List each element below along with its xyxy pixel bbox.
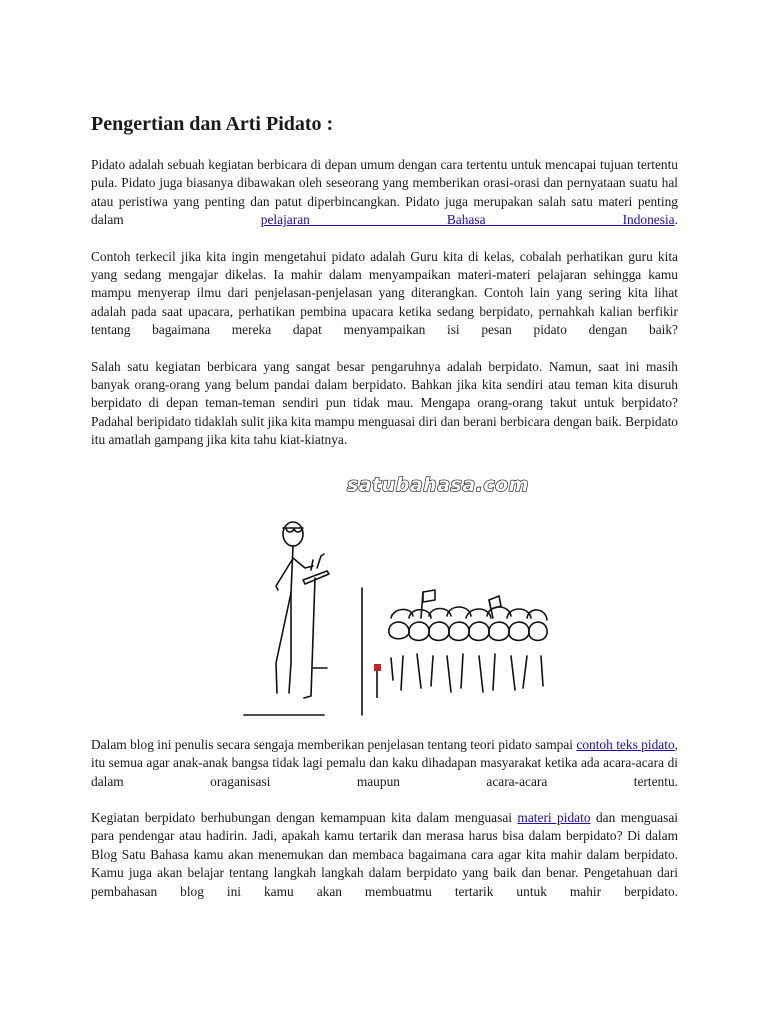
speaker-right-leg	[289, 593, 291, 693]
microphone-2	[311, 560, 313, 570]
paragraph-4-text: Dalam blog ini penulis secara sengaja memberikan penjelasan tentang teori pidato sampai	[91, 736, 577, 752]
speech-crowd-illustration	[91, 468, 678, 728]
paragraph-5-end: dan menguasai para pendengar atau hadirin. Jadi, apakah kamu tertarik dan merasa harus bisa dalam berpidato? Di dalam Blog Satu Bahasa kamu akan menemukan dan membaca bagaimana cara agar kita mahir dalam berpidato. Kamu juga akan belajar tentang langkah langkah dalam berpidato yang baik dan benar. Pengetahuan dari pembahasan blog ini kamu akan membuatmu tertarik untuk mahir berpidato.	[91, 809, 678, 899]
page-title: Pengertian dan Arti Pidato :	[91, 113, 334, 135]
speech-illustration-svg	[91, 468, 678, 728]
podium	[303, 571, 329, 584]
paragraph-1	[91, 156, 678, 230]
speaker-glasses	[283, 528, 303, 532]
paragraph-5-text: Kegiatan berpidato berhubungan dengan kemampuan kita dalam menguasai	[91, 809, 518, 825]
paragraph-3: Salah satu kegiatan berbicara yang sangat besar pengaruhnya adalah berpidato. Namun, saat ini masih banyak orang-orang yang belum pandai dalam berpidato. Bahkan jika kita sendiri atau teman kita disuruh berpidato di depan teman-teman sendiri pun tidak mau. Mengapa orang-orang takut untuk berpidato? Padahal beripidato tidaklah sulit jika kita mampu menguasai diri dan berani berbicara dengan baik. Berpidato itu amatlah gampang jika kita tahu kiat-kiatnya.	[91, 358, 678, 448]
link-materi-pidato[interactable]: materi pidato	[517, 809, 591, 825]
paragraph-5	[91, 809, 678, 901]
flag-1	[423, 590, 435, 602]
flag-2	[489, 596, 501, 609]
link-pelajaran-bahasa-indonesia[interactable]: pelajaran Bahasa Indonesia	[260, 212, 675, 228]
podium-stand	[304, 578, 327, 698]
paragraph-4	[91, 736, 678, 791]
speaker-body	[291, 546, 293, 593]
image-watermark: satubahasa.com	[347, 473, 529, 496]
link-contoh-teks-pidato[interactable]: contoh teks pidato	[576, 736, 675, 752]
paragraph-2: Contoh terkecil jika kita ingin mengetahui pidato adalah Guru kita di kelas, cobalah perhatikan guru kita yang sedang mengajar dikelas. Ia mahir dalam menyampaikan materi-materi pelajaran sehingga kamu mampu menyerap ilmu dari penjelasan-penjelasan yang diterangkan. Contoh lain yang sering kita lihat adalah pada saat upacara, perhatikan pembina upacara ketika sedang berpidato, pernahkah kalian berfikir tentang bagaimana mereka dapat menyampaikan isi pesan pidato dengan baik?	[91, 248, 678, 338]
paragraph-4-end: , itu semua agar anak-anak bangsa tidak lagi pemalu dan kaku dihadapan masyarakat ketika ada acara-acara di dalam oraganisasi maupun acara-acara tertentu.	[91, 736, 678, 789]
crowd	[389, 607, 547, 692]
paragraph-1-end: .	[674, 212, 678, 228]
speaker-right-arm	[293, 558, 313, 568]
speaker-head	[283, 522, 303, 546]
paragraph-1-text: Pidato adalah sebuah kegiatan berbicara di depan umum dengan cara tertentu untuk mencapai tujuan tertentu pula. Pidato juga biasanya dibawakan oleh seseorang yang memberikan orasi-orasi dan pernyataan suatu hal atau peristiwa yang penting dan patut diperbincangkan. Pidato juga merupakan salah satu materi penting dalam	[91, 157, 678, 228]
speaker-left-arm	[276, 560, 292, 590]
red-marker	[374, 664, 381, 671]
speaker-left-leg	[276, 593, 291, 693]
article	[91, 112, 678, 919]
microphone	[317, 554, 324, 568]
